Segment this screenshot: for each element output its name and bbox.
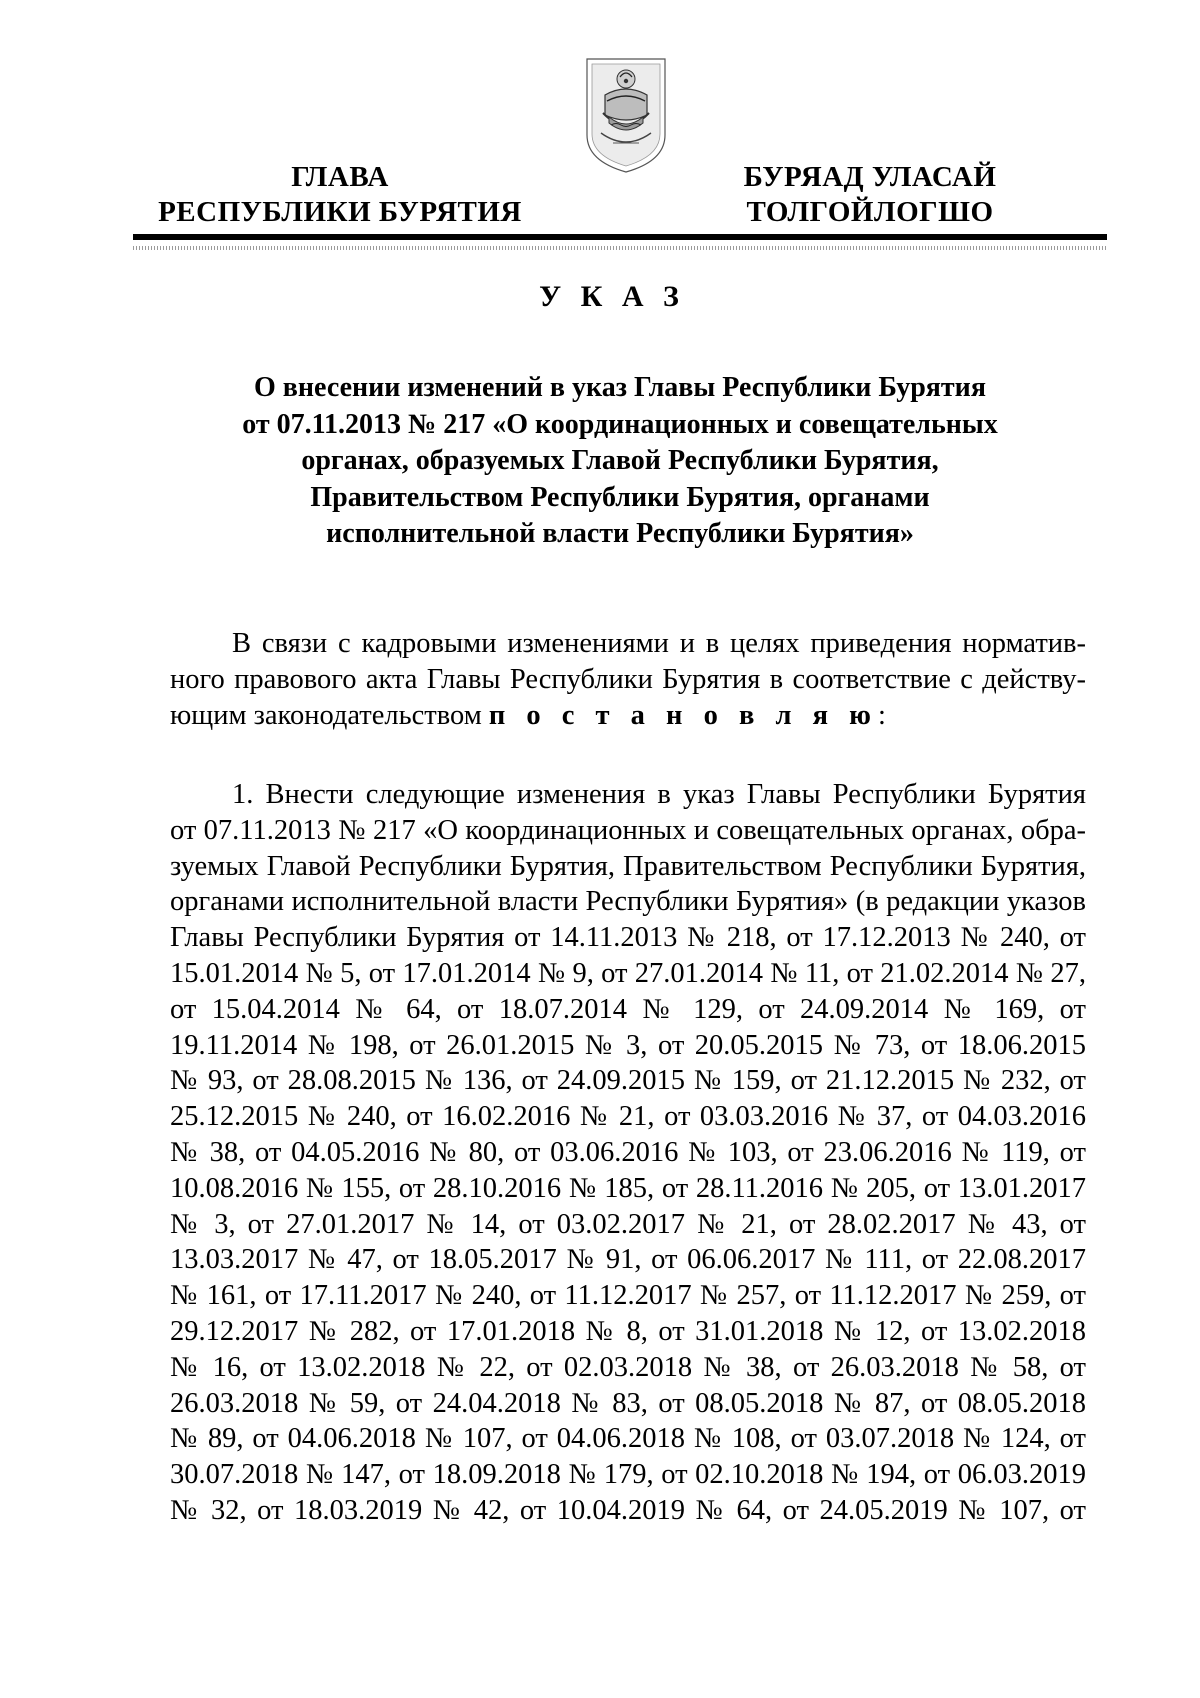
issuer-header-buryat: [720, 160, 1020, 230]
item-line: 13.03.2017 № 47, от 18.05.2017 № 91, от 06.06.2017 № 111, от 22.08.2017: [170, 1244, 1086, 1276]
preamble-line: В связи с кадровыми изменениями и в целях приведения норматив-: [232, 628, 1086, 659]
issuer-header-russian: [150, 160, 530, 230]
item-line: № 32, от 18.03.2019 № 42, от 10.04.2019 № 64, от 24.05.2019 № 107, от: [170, 1494, 1086, 1526]
issuer-title-buryat-line1: БУРЯАД УЛАСАЙ: [743, 161, 997, 193]
item-line: № 93, от 28.08.2015 № 136, от 24.09.2015 № 159, от 21.12.2015 № 232, от: [170, 1065, 1086, 1097]
item-line: 1. Внести следующие изменения в указ Главы Республики Бурятия: [232, 779, 1086, 810]
document-type-title: У К А З: [539, 280, 685, 313]
document-subject: [210, 370, 1030, 553]
subject-line: от 07.11.2013 № 217 «О координационных и совещательных: [242, 408, 998, 440]
item-line: № 16, от 13.02.2018 № 22, от 02.03.2018 № 38, от 26.03.2018 № 58, от: [170, 1351, 1086, 1383]
issuer-title-buryat-line2: ТОЛГОЙЛОГШО: [746, 196, 994, 228]
item-line: 19.11.2014 № 198, от 26.01.2015 № 3, от 20.05.2015 № 73, от 18.06.2015: [170, 1029, 1086, 1061]
item-line: 15.01.2014 № 5, от 17.01.2014 № 9, от 27.01.2014 № 11, от 21.02.2014 № 27,: [170, 957, 1086, 989]
preamble-paragraph: [170, 626, 1086, 733]
subject-line: исполнительной власти Республики Бурятия»: [326, 518, 914, 549]
subject-line: Правительством Республики Бурятия, органами: [310, 481, 930, 513]
subject-line: О внесении изменений в указ Главы Республики Бурятия: [254, 372, 986, 403]
item-line: № 3, от 27.01.2017 № 14, от 03.02.2017 № 21, от 28.02.2017 № 43, от: [170, 1208, 1086, 1240]
item-line: № 89, от 04.06.2018 № 107, от 04.06.2018 № 108, от 03.07.2018 № 124, от: [170, 1423, 1086, 1455]
item-line: органами исполнительной власти Республики Бурятия» (в редакции указов: [170, 886, 1086, 918]
item-line: 25.12.2015 № 240, от 16.02.2016 № 21, от 03.03.2016 № 37, от 04.03.2016: [170, 1101, 1086, 1133]
item-line: 29.12.2017 № 282, от 17.01.2018 № 8, от 31.01.2018 № 12, от 13.02.2018: [170, 1315, 1086, 1347]
resolve-word: п о с т а н о в л я ю: [488, 699, 878, 731]
issuer-title-line1: ГЛАВА: [291, 161, 389, 193]
resolve-colon: :: [877, 699, 886, 731]
issuer-title-line2: РЕСПУБЛИКИ БУРЯТИЯ: [158, 196, 522, 228]
coat-of-arms-icon: [583, 55, 669, 175]
header-divider-thick: [133, 234, 1107, 240]
item-line: № 161, от 17.11.2017 № 240, от 11.12.2017 № 257, от 11.12.2017 № 259, от: [170, 1280, 1086, 1312]
item-line: зуемых Главой Республики Бурятия, Правительством Республики Бурятия,: [170, 850, 1086, 882]
item-line: от 07.11.2013 № 217 «О координационных и совещательных органах, обра-: [170, 814, 1086, 846]
item-line: № 38, от 04.05.2016 № 80, от 03.06.2016 № 103, от 23.06.2016 № 119, от: [170, 1136, 1086, 1168]
item-1-paragraph: [170, 777, 1086, 1529]
preamble-line: ного правового акта Главы Республики Бурятия в соответствие с действу-: [170, 663, 1086, 695]
item-line: 26.03.2018 № 59, от 24.04.2018 № 83, от 08.05.2018 № 87, от 08.05.2018: [170, 1387, 1086, 1419]
subject-line: органах, образуемых Главой Республики Бурятия,: [301, 445, 939, 476]
item-line: Главы Республики Бурятия от 14.11.2013 № 218, от 17.12.2013 № 240, от: [170, 922, 1086, 954]
header-divider-thin: [133, 246, 1107, 250]
preamble-line-text: ющим законодательством: [170, 699, 482, 731]
item-line: от 15.04.2014 № 64, от 18.07.2014 № 129, от 24.09.2014 № 169, от: [170, 993, 1086, 1025]
item-line: 10.08.2016 № 155, от 28.10.2016 № 185, от 28.11.2016 № 205, от 13.01.2017: [170, 1172, 1086, 1204]
item-line: 30.07.2018 № 147, от 18.09.2018 № 179, от 02.10.2018 № 194, от 06.03.2019: [170, 1459, 1086, 1491]
preamble-line-last: [170, 698, 1086, 734]
